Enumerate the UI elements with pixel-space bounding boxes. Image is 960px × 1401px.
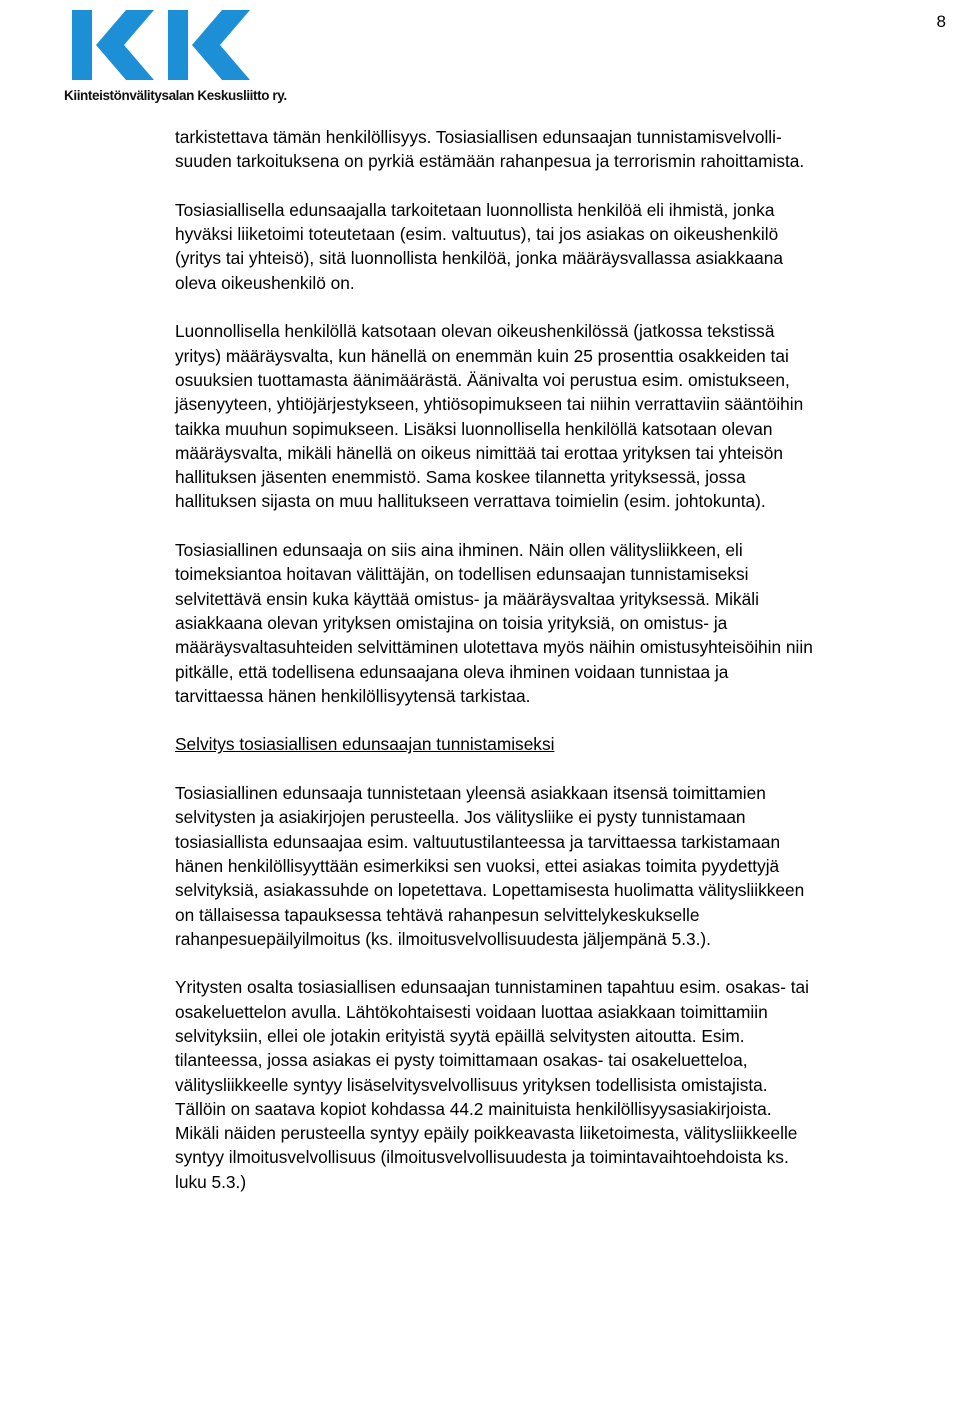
paragraph-5	[175, 781, 957, 951]
paragraph-6	[175, 975, 957, 1194]
text-line: rahanpesuepäilyilmoitus (ks. ilmoitusvelvollisuudesta jäljempänä 5.3.).	[175, 928, 711, 949]
text-line: tosiasiallista edunsaajaa esim. valtuutustilanteessa ja tarvittaessa tarkistamaan	[175, 831, 781, 852]
text-line: hänen henkilöllisyyttään esimerkiksi sen vuoksi, ettei asiakas toimita pyydettyjä	[175, 855, 780, 876]
text-line: luku 5.3.)	[175, 1171, 247, 1192]
kk-logo-mark	[64, 6, 264, 86]
text-line: jäsenyyteen, yhtiöjärjestykseen, yhtiösopimukseen tai niihin verrattaviin sääntöihin	[175, 394, 804, 415]
document-body	[175, 125, 957, 1218]
text-line: on tällaisessa tapauksessa tehtävä rahanpesun selvittelykeskukselle	[175, 904, 700, 925]
text-line: Tosiasiallisella edunsaajalla tarkoitetaan luonnollista henkilöä eli ihmistä, jonka	[175, 199, 775, 220]
paragraph-2	[175, 198, 957, 295]
text-line: tarvittaessa hänen henkilöllisyytensä tarkistaa.	[175, 685, 531, 706]
paragraph-4	[175, 538, 957, 708]
text-line: syntyy ilmoitusvelvollisuus (ilmoitusvelvollisuudesta ja toimintavaihtoehdoista ks.	[175, 1147, 789, 1168]
text-line: tarkistettava tämän henkilöllisyys. Tosiasiallisen edunsaajan tunnistamisvelvolli-	[175, 127, 782, 147]
text-line: Yritysten osalta tosiasiallisen edunsaajan tunnistaminen tapahtuu esim. osakas- tai	[175, 977, 810, 998]
text-line: määräysvaltasuhteiden selvittäminen ulotettava myös näihin omistusyhteisöihin niin	[175, 637, 813, 658]
text-line: taikka muuhun sopimukseen. Lisäksi luonnollisella henkilöllä katsotaan olevan	[175, 418, 773, 439]
text-line: oleva oikeushenkilö on.	[175, 272, 355, 293]
text-line: Mikäli näiden perusteella syntyy epäily poikkeavasta liiketoimesta, välitysliikkeelle	[175, 1123, 798, 1144]
text-line: asiakkaana olevan yrityksen omistajina on toisia yrityksiä, on omistus- ja	[175, 612, 728, 633]
page-number: 8	[936, 12, 946, 31]
text-line: määräysvalta, mikäli hänellä on oikeus nimittää tai erottaa yrityksen tai yhteisön	[175, 442, 784, 463]
text-line: Luonnollisella henkilöllä katsotaan olevan oikeushenkilössä (jatkossa tekstissä	[175, 321, 775, 342]
text-line: selvityksiin, ellei ole jotakin erityistä syytä epäillä selvitysten aitoutta. Esim.	[175, 1025, 745, 1046]
text-line: toimeksiantoa hoitavan välittäjän, on todellisen edunsaajan tunnistamiseksi	[175, 564, 749, 585]
text-line: selvityksiä, asiakassuhde on lopetettava. Lopettamisesta huolimatta välitysliikkeen	[175, 880, 805, 901]
text-line: pitkälle, että todellisena edunsaajana oleva ihminen voidaan tunnistaa ja	[175, 661, 729, 682]
text-line: Tosiasiallinen edunsaaja on siis aina ihminen. Näin ollen välitysliikkeen, eli	[175, 540, 743, 561]
logo-caption: Kiinteistönvälitysalan Keskusliitto ry.	[64, 88, 287, 103]
text-line: (yritys tai yhteisö), sitä luonnollista henkilöä, jonka määräysvallassa asiakkaana	[175, 248, 784, 269]
text-line: osuuksien tuottamasta äänimäärästä. Äänivalta voi perustua esim. omistukseen,	[175, 369, 790, 390]
text-line: osakeluettelon avulla. Lähtökohtaisesti voidaan luottaa asiakkaan toimittamiin	[175, 1001, 768, 1022]
text-line: tilanteessa, jossa asiakas ei pysty toimittamaan osakas- tai osakeluetteloa,	[175, 1050, 748, 1071]
text-line: Tällöin on saatava kopiot kohdassa 44.2 mainituista henkilöllisyysasiakirjoista.	[175, 1098, 772, 1119]
text-line: hallituksen jäsenten enemmistö. Sama koskee tilannetta yrityksessä, jossa	[175, 467, 746, 488]
section-heading-text: Selvitys tosiasiallisen edunsaajan tunnistamiseksi	[175, 734, 555, 755]
text-line: suuden tarkoituksena on pyrkiä estämään rahanpesua ja terrorismin rahoittamista.	[175, 151, 805, 172]
text-line: välitysliikkeelle syntyy lisäselvitysvelvollisuus yrityksen todellisista omistajista.	[175, 1074, 768, 1095]
text-line: hallituksen sijasta on muu hallitukseen verrattava toimielin (esim. johtokunta).	[175, 491, 766, 512]
paragraph-1	[175, 125, 957, 174]
text-line: hyväksi liiketoimi toteutetaan (esim. valtuutus), tai jos asiakas on oikeushenkilö	[175, 224, 779, 245]
organization-logo	[64, 6, 287, 103]
text-line: selvitysten ja asiakirjojen perusteella. Jos välitysliike ei pysty tunnistamaan	[175, 807, 746, 828]
text-line: selvitettävä ensin kuka käyttää omistus- ja määräysvaltaa yrityksessä. Mikäli	[175, 588, 759, 609]
text-line: Tosiasiallinen edunsaaja tunnistetaan yleensä asiakkaan itsensä toimittamien	[175, 783, 766, 804]
text-line: yritys) määräysvalta, kun hänellä on enemmän kuin 25 prosenttia osakkeiden tai	[175, 345, 789, 366]
section-heading	[175, 732, 957, 756]
paragraph-3	[175, 319, 957, 513]
